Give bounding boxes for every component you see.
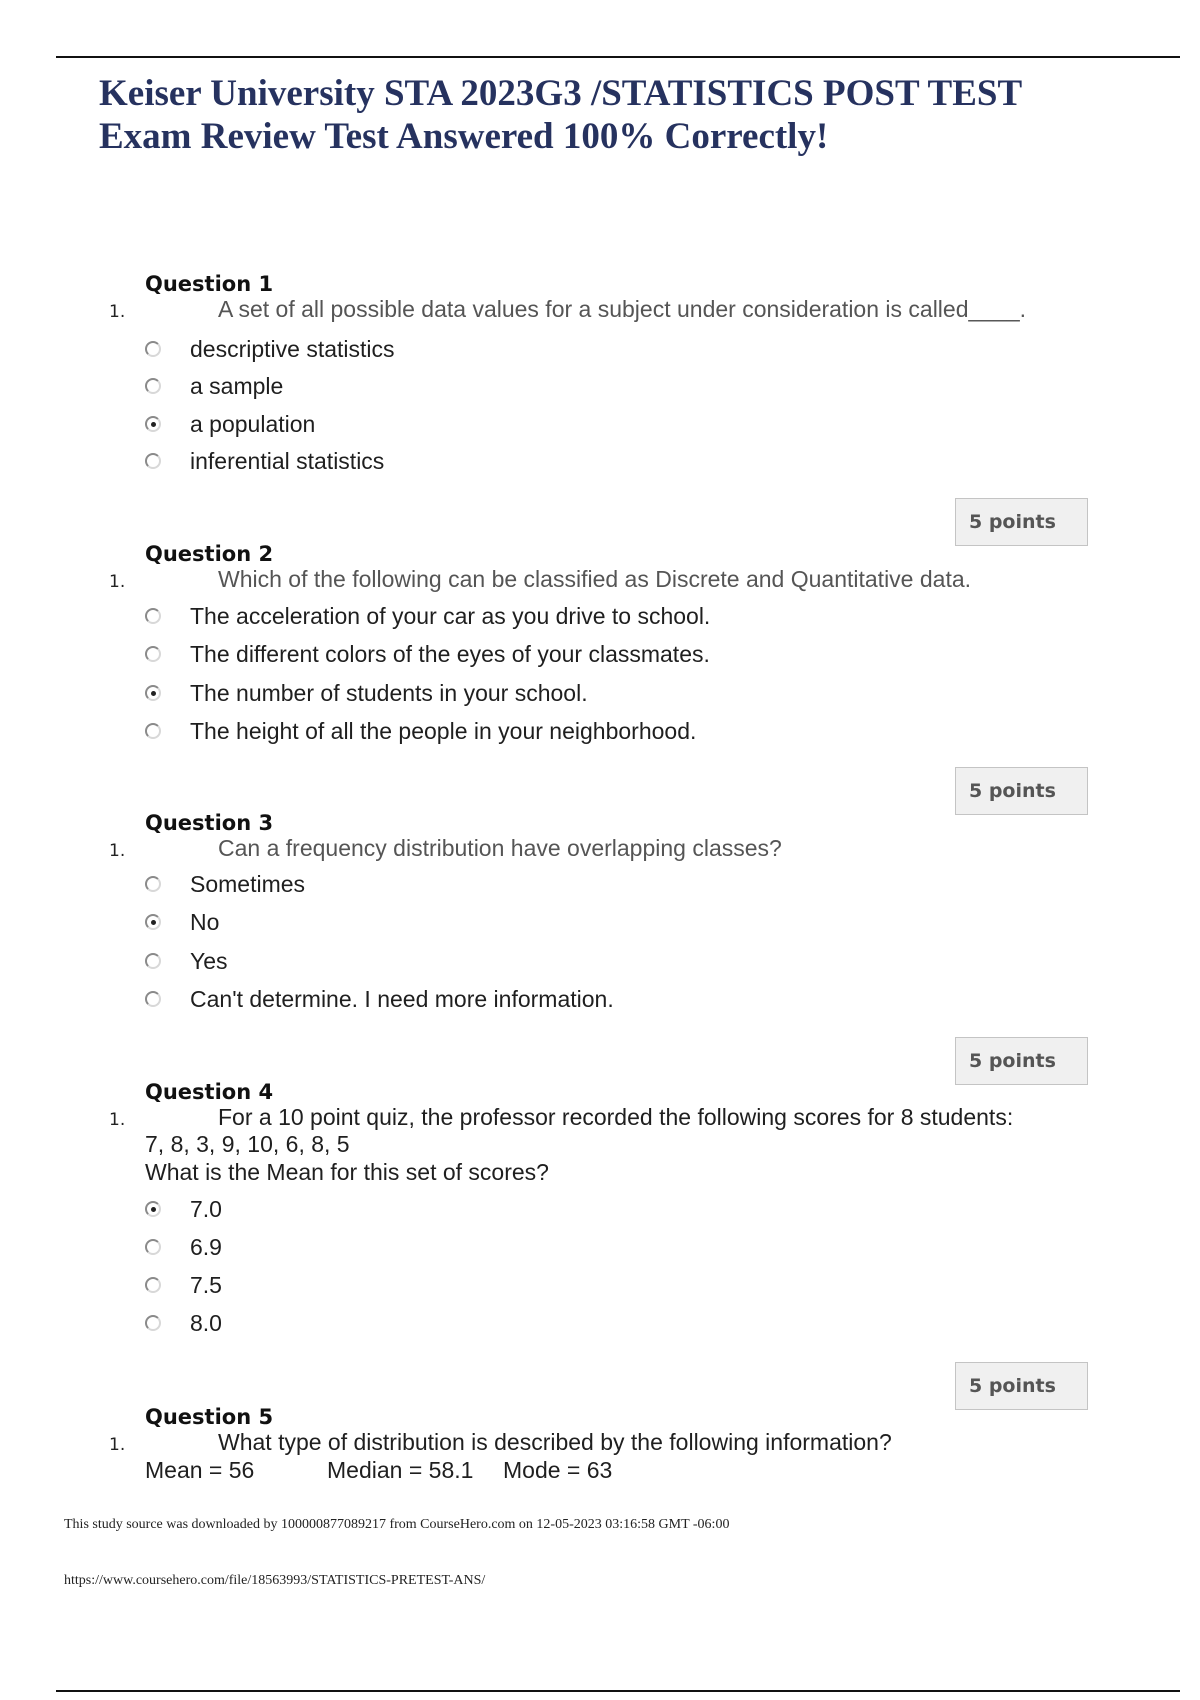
answer-option[interactable] <box>145 601 710 631</box>
radio-button[interactable] <box>145 876 161 892</box>
option-label: 8.0 <box>190 1309 222 1336</box>
option-label: 7.0 <box>190 1195 222 1222</box>
median-value: Median = 58.1 <box>327 1457 474 1483</box>
answer-option[interactable] <box>145 984 614 1014</box>
bottom-rule <box>56 1690 1180 1692</box>
title-line-1: Keiser University STA 2023G3 /STATISTICS POST TEST <box>99 73 1023 114</box>
question-heading: Question 5 <box>145 1405 274 1429</box>
answer-option[interactable] <box>145 678 588 708</box>
option-label: No <box>190 908 220 935</box>
question-number: 1. <box>109 572 126 592</box>
answer-option[interactable] <box>145 334 395 364</box>
option-label: descriptive statistics <box>190 335 395 362</box>
radio-button[interactable] <box>145 341 161 357</box>
radio-button-selected[interactable] <box>145 685 161 701</box>
radio-button[interactable] <box>145 1277 161 1293</box>
answer-option[interactable] <box>145 1194 222 1224</box>
question-text: Can a frequency distribution have overlapping classes? <box>218 835 782 861</box>
radio-button[interactable] <box>145 991 161 1007</box>
answer-option[interactable] <box>145 1232 222 1262</box>
question-number: 1. <box>109 1435 126 1455</box>
question-heading: Question 2 <box>145 542 274 566</box>
download-note: This study source was downloaded by 100000877089217 from CourseHero.com on 12-05-2023 03:16:58 GMT -06:00 <box>64 1517 730 1532</box>
radio-button[interactable] <box>145 953 161 969</box>
question-number: 1. <box>109 1110 126 1130</box>
source-url[interactable]: https://www.coursehero.com/file/18563993/STATISTICS-PRETEST-ANS/ <box>64 1573 486 1588</box>
radio-button[interactable] <box>145 646 161 662</box>
option-label: Can't determine. I need more information. <box>190 985 614 1012</box>
document-title <box>99 72 1099 158</box>
score-list: 7, 8, 3, 9, 10, 6, 8, 5 <box>145 1131 350 1157</box>
points-badge: 5 points <box>955 1362 1088 1410</box>
option-label: Yes <box>190 947 228 974</box>
radio-button-selected[interactable] <box>145 914 161 930</box>
radio-button[interactable] <box>145 1315 161 1331</box>
radio-button[interactable] <box>145 453 161 469</box>
option-label: The number of students in your school. <box>190 679 588 706</box>
option-label: 6.9 <box>190 1233 222 1260</box>
answer-option[interactable] <box>145 907 219 937</box>
option-label: The different colors of the eyes of your classmates. <box>190 640 710 667</box>
question-heading: Question 3 <box>145 811 274 835</box>
points-badge: 5 points <box>955 1037 1088 1085</box>
question-heading: Question 1 <box>145 272 274 296</box>
title-line-2: Exam Review Test Answered 100% Correctly! <box>99 116 829 157</box>
option-label: a population <box>190 410 316 437</box>
option-label: The acceleration of your car as you drive to school. <box>190 602 711 629</box>
option-label: a sample <box>190 372 284 399</box>
points-badge: 5 points <box>955 767 1088 815</box>
option-label: inferential statistics <box>190 447 385 474</box>
answer-option[interactable] <box>145 1270 222 1300</box>
answer-option[interactable] <box>145 446 384 476</box>
answer-option[interactable] <box>145 869 305 899</box>
points-badge: 5 points <box>955 498 1088 546</box>
option-label: The height of all the people in your neighborhood. <box>190 717 697 744</box>
answer-option[interactable] <box>145 716 696 746</box>
mean-value: Mean = 56 <box>145 1457 255 1483</box>
question-number: 1. <box>109 302 126 322</box>
question-number: 1. <box>109 841 126 861</box>
radio-button-selected[interactable] <box>145 416 161 432</box>
radio-button[interactable] <box>145 723 161 739</box>
answer-option[interactable] <box>145 639 710 669</box>
distribution-stats <box>145 1457 612 1484</box>
question-text: Which of the following can be classified as Discrete and Quantitative data. <box>218 566 972 592</box>
question-text: For a 10 point quiz, the professor recorded the following scores for 8 students: <box>218 1104 1014 1130</box>
option-label: Sometimes <box>190 870 306 897</box>
top-rule <box>56 56 1180 58</box>
mode-value: Mode = 63 <box>503 1457 613 1483</box>
radio-button[interactable] <box>145 378 161 394</box>
question-heading: Question 4 <box>145 1080 274 1104</box>
answer-option[interactable] <box>145 409 315 439</box>
question-prompt: What is the Mean for this set of scores? <box>145 1159 549 1185</box>
radio-button[interactable] <box>145 608 161 624</box>
question-text: A set of all possible data values for a subject under consideration is called____. <box>218 296 1027 322</box>
answer-option[interactable] <box>145 371 283 401</box>
question-text: What type of distribution is described by the following information? <box>218 1429 892 1455</box>
radio-button-selected[interactable] <box>145 1201 161 1217</box>
answer-option[interactable] <box>145 1308 222 1338</box>
radio-button[interactable] <box>145 1239 161 1255</box>
option-label: 7.5 <box>190 1271 222 1298</box>
answer-option[interactable] <box>145 946 228 976</box>
